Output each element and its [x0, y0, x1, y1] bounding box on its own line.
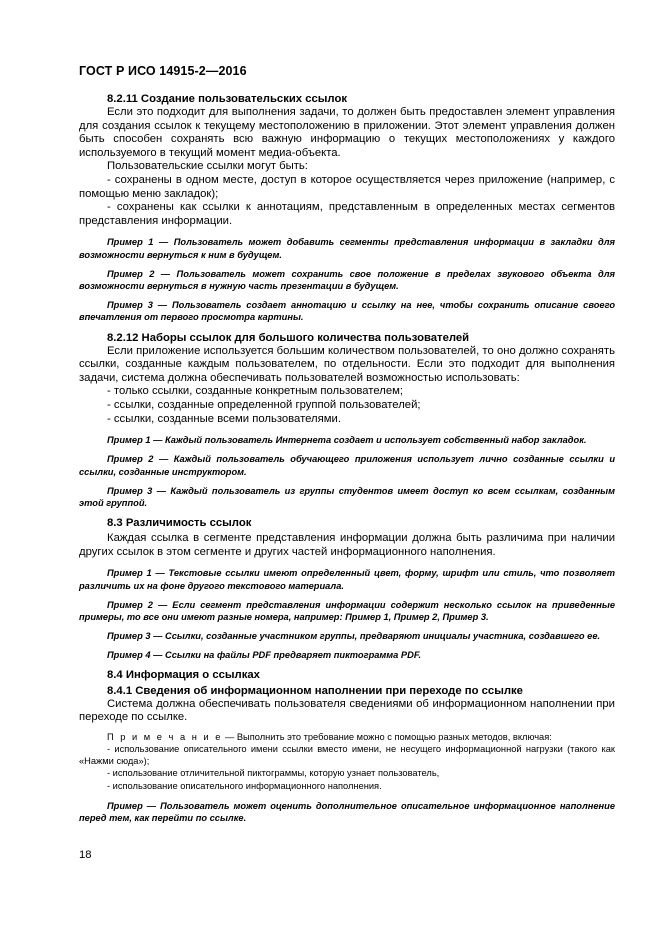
note-list-item: - использование отличительной пиктограммы, которую узнает пользователь,	[107, 768, 440, 779]
document-header: ГОСТ Р ИСО 14915-2—2016	[79, 64, 247, 78]
section-heading-8-4-1: 8.4.1 Сведения об информационном наполнении при переходе по ссылке	[107, 684, 523, 697]
paragraph: Каждая ссылка в сегменте представления информации должна быть различима при наличии других ссылок в этом сегменте и других частей информационного наполнения.	[79, 532, 615, 558]
example: Пример 4 — Ссылки на файлы PDF предваряет пиктограмма PDF.	[107, 650, 422, 661]
note-label: П р и м е ч а н и е	[107, 731, 223, 742]
list-item: - ссылки, созданные определенной группой пользователей;	[107, 398, 421, 411]
example: Пример 3 — Каждый пользователь из группы студентов имеет доступ ко всем ссылкам, созданным этой группой.	[79, 485, 615, 508]
example: Пример 3 — Пользователь создает аннотацию и ссылку на нее, чтобы сохранить описание своего впечатления от первого просмотра картины.	[79, 300, 615, 323]
paragraph: Если это подходит для выполнения задачи, то должен быть предоставлен элемент управления для создания ссылок к текущему местоположению в приложении. Этот элемент управления должен быть способен сохранять всю важную информацию о текущих местоположениях у каждого используемого в текущий момент медиа-объекта.	[79, 106, 615, 159]
list-item: - сохранены в одном месте, доступ в которое осуществляется через приложение (например, с помощью меню закладок);	[79, 173, 615, 200]
paragraph: Система должна обеспечивать пользователя сведениями об информационном наполнении при переходе по ссылке.	[79, 697, 615, 724]
section-heading-8-2-11: 8.2.11 Создание пользовательских ссылок	[107, 93, 348, 105]
page-content	[79, 92, 615, 824]
example: Пример 1 — Каждый пользователь Интернета создает и использует собственный набор закладок.	[107, 435, 587, 446]
paragraph: Если приложение используется большим количеством пользователей, то оно должно сохранять ссылки, созданные каждым пользователем, по отдельности. Если это подходит для выполнения задачи, система должна обеспечивать пользователей возможностью использовать:	[79, 344, 615, 384]
example: Пример 2 — Пользователь может сохранить свое положение в пределах звукового объекта для возможности вернуться в нужную часть презентации в будущем.	[79, 268, 615, 291]
list-item: - только ссылки, созданные конкретным пользователем;	[107, 385, 404, 398]
example: Пример 1 — Текстовые ссылки имеют определенный цвет, форму, шрифт или стиль, что позволяет различить их на фоне другого текстового материала.	[79, 568, 615, 591]
list-item: - сохранены как ссылки к аннотациям, представленным в определенных местах сегментов представления информации.	[79, 201, 615, 227]
example: Пример — Пользователь может оценить дополнительное описательное информационное наполнение перед тем, как перейти по ссылке.	[79, 800, 615, 823]
section-heading-8-3: 8.3 Различимость ссылок	[107, 517, 252, 530]
list-item: - ссылки, созданные всеми пользователями.	[107, 412, 341, 425]
section-heading-8-4: 8.4 Информация о ссылках	[107, 668, 260, 681]
section-heading-8-2-12: 8.2.12 Наборы ссылок для большого количества пользователей	[107, 331, 470, 344]
note	[79, 731, 615, 743]
example: Пример 3 — Ссылки, созданные участником группы, предваряют инициалы участника, создавшего ее.	[107, 631, 601, 642]
note-list-item: - использование описательного информационного наполнения.	[107, 780, 382, 791]
note-text: — Выполнить это требование можно с помощью разных методов, включая:	[222, 731, 552, 742]
note-list-item: - использование описательного имени ссылки вместо имени, не несущего информационной нагрузки (такого как «Нажми сюда»);	[79, 743, 615, 767]
example: Пример 1 — Пользователь может добавить сегменты представления информации в закладки для возможности вернуться к ним в будущем.	[79, 237, 615, 260]
page-number: 18	[79, 849, 92, 861]
example: Пример 2 — Если сегмент представления информации содержит несколько ссылок на приведенные примеры, то все они имеют разные номера, например: Пример 1, Пример 2, Пример 3.	[79, 599, 615, 622]
example: Пример 2 — Каждый пользователь обучающего приложения использует лично созданные ссылки и ссылки, созданные инструктором.	[79, 454, 615, 477]
paragraph: Пользовательские ссылки могут быть:	[107, 160, 308, 173]
